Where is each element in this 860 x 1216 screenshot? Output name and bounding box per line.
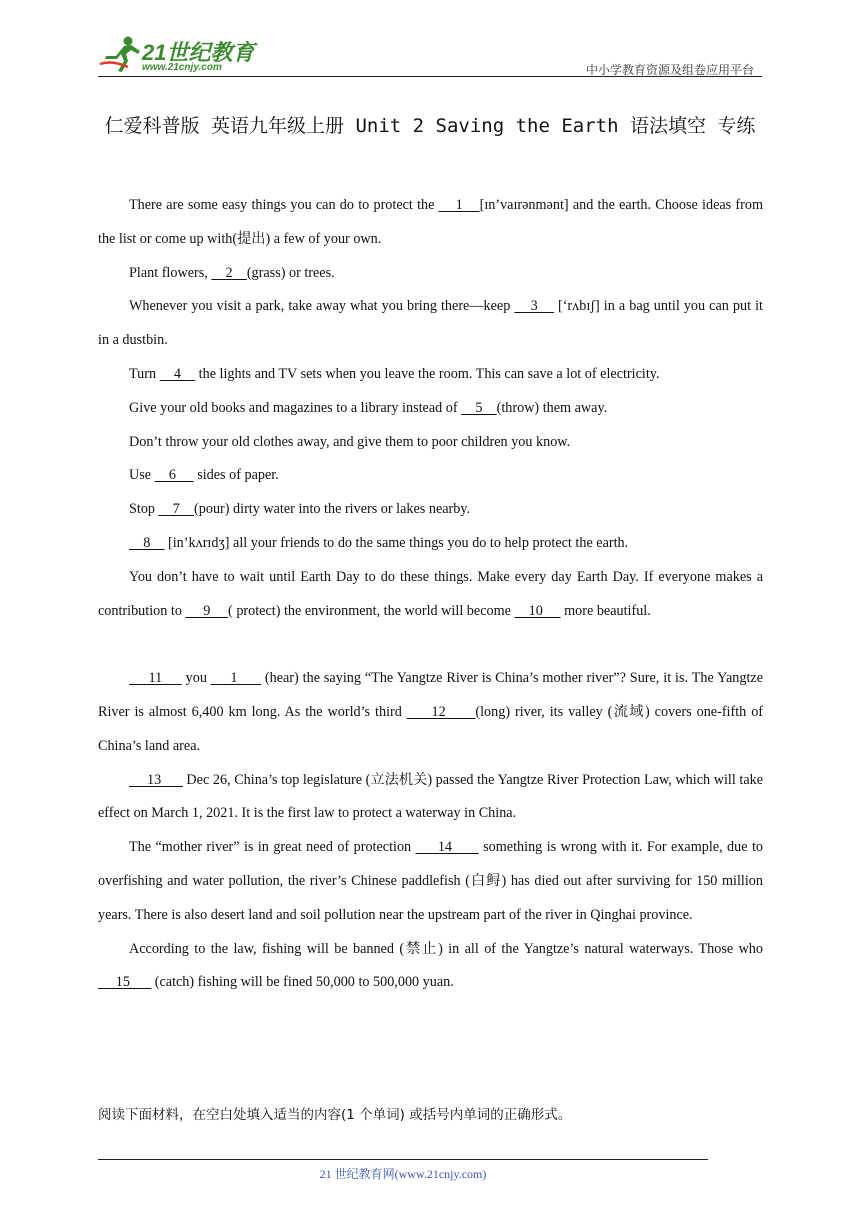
paragraph: 13 Dec 26, China’s top legislature (立法机关) passed the Yangtze River Protection Law, which will take effect on March 1, 2021. It is the first law to protect a waterway in China. xyxy=(98,771,764,822)
blank-13: 13 xyxy=(129,771,183,788)
paragraph: You don’t have to wait until Earth Day to do these things. Make every day Earth Day. If everyone makes a contribution to 9 ( protect) the environment, the world will become 10 more beautiful. xyxy=(98,568,763,619)
paragraph: Don’t throw your old clothes away, and give them to poor children you know. xyxy=(129,433,571,450)
blank-15: 15 xyxy=(98,974,152,991)
blank-12: 12 xyxy=(406,703,476,720)
page-title: 仁爱科普版 英语九年级上册 Unit 2 Saving the Earth 语法填空 专练 xyxy=(104,115,756,137)
blank-2: 2 xyxy=(211,264,247,281)
paragraph: 11 you 1 (hear) the saying “The Yangtze River is China’s mother river”? Sure, it is. The Yangtze River is almost 6,400 km long. As the world’s third 12 (long) river, its valley (流域) covers one-fifth of China’s land area. xyxy=(98,670,764,754)
platform-name: 中小学教育资源及组卷应用平台 xyxy=(585,63,754,77)
logo-url: www.21cnjy.com xyxy=(142,62,222,73)
paragraph: According to the law, fishing will be banned (禁止) in all of the Yangtze’s natural waterways. Those who 15 (catch) fishing will be fined 50,000 to 500,000 yuan. xyxy=(98,940,763,991)
paragraph: Whenever you visit a park, take away what you bring there—keep 3 [‘rʌbɪʃ] in a bag until you can put it in a dustbin. xyxy=(98,298,763,349)
paragraph: 8 [in’kʌrɪdʒ] all your friends to do the same things you do to help protect the earth. xyxy=(129,534,629,551)
footer-divider xyxy=(98,1159,708,1160)
blank-5: 5 xyxy=(461,399,497,416)
blank-4: 4 xyxy=(159,365,196,382)
blank-10: 10 xyxy=(514,602,561,619)
header-divider xyxy=(98,76,762,77)
footer-text: 21 世纪教育网(www.21cnjy.com) xyxy=(319,1167,487,1181)
instruction-text: 阅读下面材料，在空白处填入适当的内容(1 个单词) 或括号内单词的正确形式。 xyxy=(98,1107,572,1123)
page-header xyxy=(98,30,762,78)
blank-1b: 1 xyxy=(210,670,261,687)
logo-text: 21世纪教育 xyxy=(142,40,255,65)
paragraph-gap xyxy=(98,628,763,662)
blank-11: 11 xyxy=(129,670,182,687)
paragraph: Use 6 sides of paper. xyxy=(129,467,279,484)
paragraph: There are some easy things you can do to protect the 1 [ɪn’vaɪrənmənt] and the earth. Choose ideas from the list or come up with(提出) a few of your own. xyxy=(98,197,763,247)
runner-icon xyxy=(98,34,142,74)
blank-6: 6 xyxy=(154,467,194,484)
site-logo xyxy=(98,32,268,76)
blank-9: 9 xyxy=(185,602,229,619)
blank-14: 14 xyxy=(415,839,479,856)
blank-3: 3 xyxy=(514,298,554,315)
paragraph: The “mother river” is in great need of protection 14 something is wrong with it. For example, due to overfishing and water pollution, the river’s Chinese paddlefish (白鲟) has died out after surviving for 150 million years. There is also desert land and soil pollution near the upstream part of the river in Qinghai province. xyxy=(98,839,764,923)
blank-1: 1 xyxy=(438,197,480,213)
blank-7: 7 xyxy=(158,501,195,518)
paragraph: Turn 4 the lights and TV sets when you leave the room. This can save a lot of electricity. xyxy=(129,365,660,382)
blank-8: 8 xyxy=(129,534,165,551)
exercise-content xyxy=(98,189,763,1000)
paragraph: Plant flowers, 2 (grass) or trees. xyxy=(129,264,335,281)
paragraph: Give your old books and magazines to a library instead of 5 (throw) them away. xyxy=(129,399,608,416)
paragraph: Stop 7 (pour) dirty water into the rivers or lakes nearby. xyxy=(129,501,471,518)
